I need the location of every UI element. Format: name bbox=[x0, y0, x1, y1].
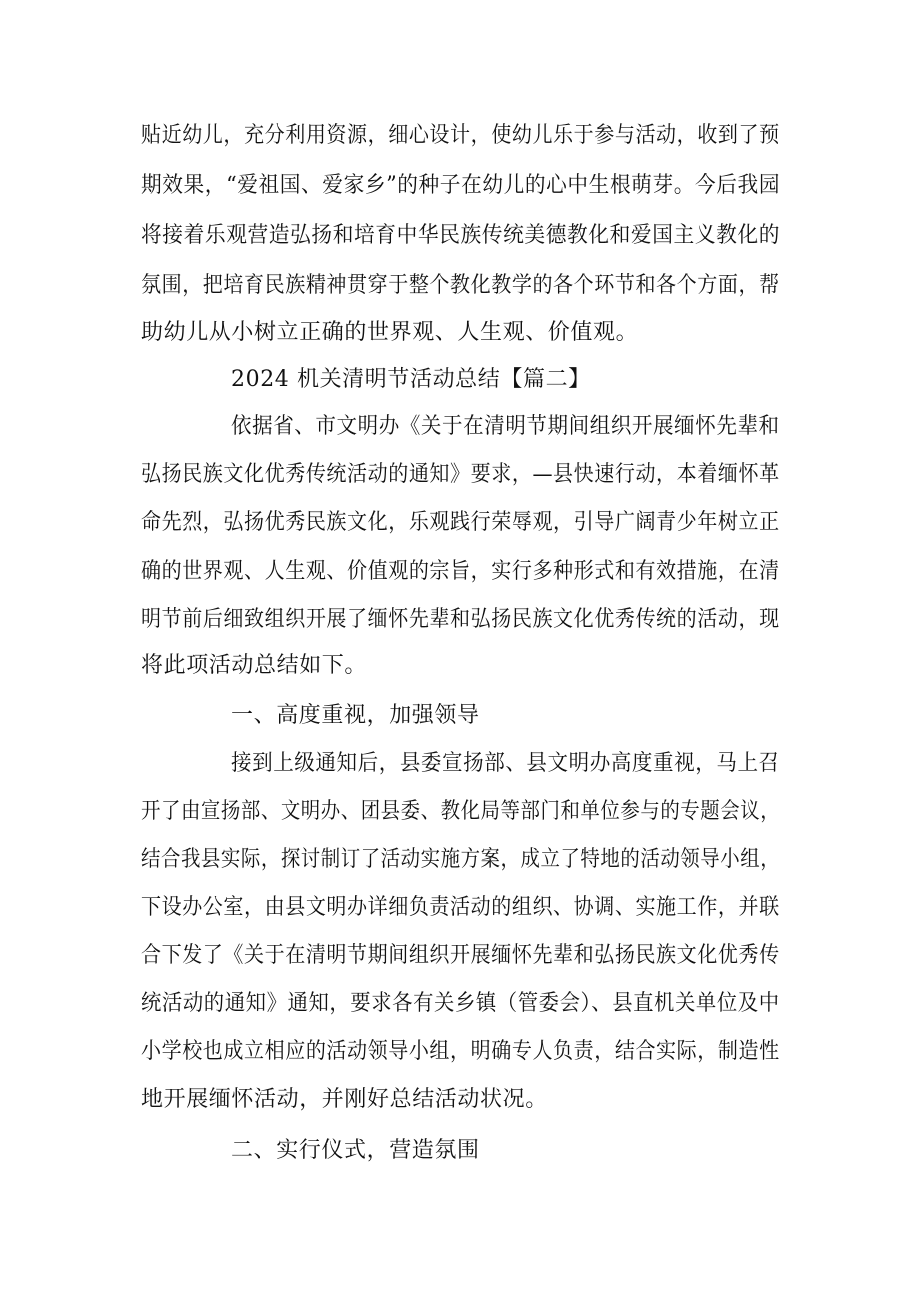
paragraph-line: 结合我县实际，探讨制订了活动实施方案，成立了特地的活动领导小组， bbox=[141, 847, 781, 872]
paragraph-line: 合下发了《关于在清明节期间组织开展缅怀先辈和弘扬民族文化优秀传 bbox=[141, 943, 780, 968]
paragraph-line: 地开展缅怀活动，并刚好总结活动状况。 bbox=[141, 1087, 548, 1112]
paragraph-line: 将此项活动总结如下。 bbox=[141, 653, 368, 678]
paragraph-line: 期效果，“爱祖国、爱家乡”的种子在幼儿的心中生根萌芽。今后我园 bbox=[141, 173, 781, 198]
section-title: 2024 机关清明节活动总结【篇二】 bbox=[231, 367, 591, 392]
paragraph-line: 将接着乐观营造弘扬和培育中华民族传统美德教化和爱国主义教化的 bbox=[141, 223, 781, 248]
subsection-heading: 二、实行仪式，营造氛围 bbox=[231, 1138, 480, 1163]
paragraph-line: 确的世界观、人生观、价值观的宗旨，实行多种形式和有效措施，在清 bbox=[141, 559, 780, 584]
paragraph-line: 明节前后细致组织开展了缅怀先辈和弘扬民族文化优秀传统的活动，现 bbox=[141, 607, 780, 632]
paragraph-line: 下设办公室，由县文明办详细负责活动的组织、协调、实施工作，并联 bbox=[141, 895, 780, 920]
paragraph-line: 助幼儿从小树立正确的世界观、人生观、价值观。 bbox=[141, 320, 639, 345]
paragraph-line: 氛围，把培育民族精神贯穿于整个教化教学的各个环节和各个方面，帮 bbox=[141, 273, 780, 298]
paragraph-line: 接到上级通知后，县委宣扬部、县文明办高度重视，马上召 bbox=[231, 751, 780, 776]
paragraph-line: 贴近幼儿，充分利用资源，细心设计，使幼儿乐于参与活动，收到了预 bbox=[141, 123, 780, 148]
paragraph-line: 依据省、市文明办《关于在清明节期间组织开展缅怀先辈和 bbox=[231, 414, 780, 439]
subsection-heading: 一、高度重视，加强领导 bbox=[231, 703, 480, 728]
paragraph-line: 小学校也成立相应的活动领导小组，明确专人负责，结合实际，制造性 bbox=[141, 1039, 780, 1064]
paragraph-line: 开了由宣扬部、文明办、团县委、教化局等部门和单位参与的专题会议， bbox=[141, 799, 781, 824]
paragraph-line: 弘扬民族文化优秀传统活动的通知》要求，—县快速行动，本着缅怀革 bbox=[141, 462, 780, 487]
paragraph-line: 命先烈，弘扬优秀民族文化，乐观践行荣辱观，引导广阔青少年树立正 bbox=[141, 510, 780, 535]
paragraph-line: 统活动的通知》通知，要求各有关乡镇（管委会）、县直机关单位及中 bbox=[141, 991, 780, 1016]
